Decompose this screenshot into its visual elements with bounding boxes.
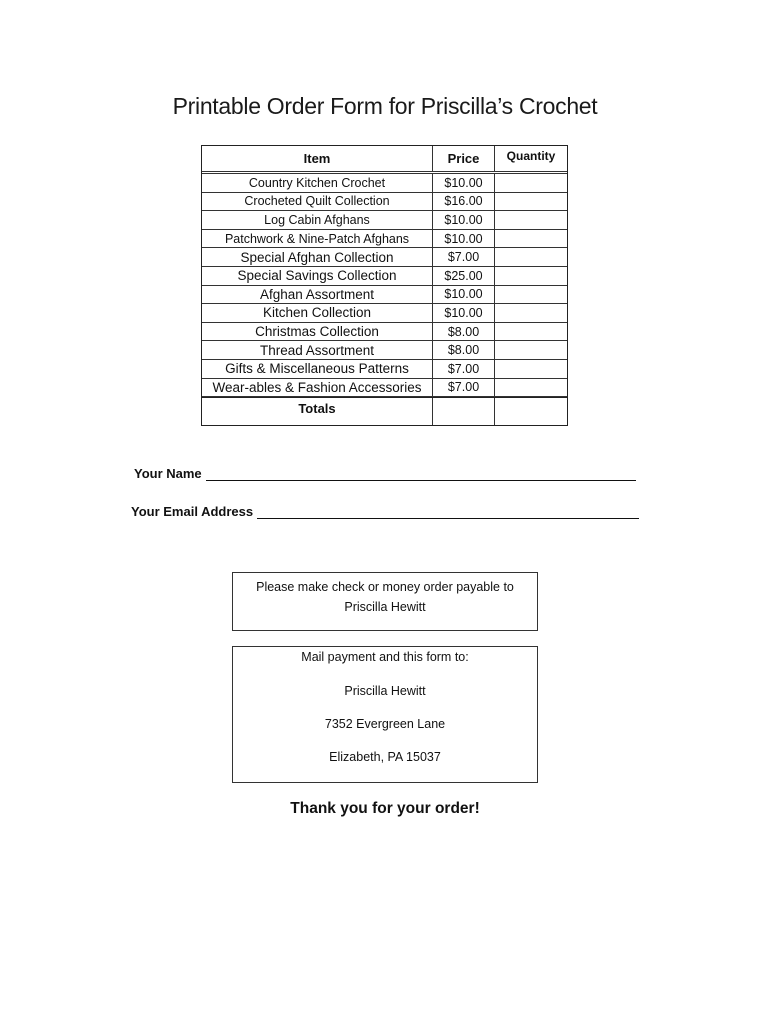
totals-price-cell[interactable]	[433, 398, 495, 425]
item-price: $8.00	[433, 341, 495, 359]
mail-city: Elizabeth, PA 15037	[329, 750, 441, 764]
item-name: Country Kitchen Crochet	[202, 174, 433, 192]
thank-you-message: Thank you for your order!	[290, 800, 480, 817]
totals-row	[202, 397, 567, 425]
table-row	[202, 211, 567, 230]
table-row	[202, 248, 567, 267]
table-header-row	[202, 146, 567, 174]
mail-recipient: Priscilla Hewitt	[344, 684, 426, 698]
table-row	[202, 304, 567, 323]
item-price: $16.00	[433, 193, 495, 211]
item-price: $10.00	[433, 304, 495, 322]
item-name: Kitchen Collection	[202, 304, 433, 322]
item-price: $10.00	[433, 286, 495, 304]
item-name: Patchwork & Nine-Patch Afghans	[202, 230, 433, 248]
item-price: $10.00	[433, 230, 495, 248]
item-name: Log Cabin Afghans	[202, 211, 433, 229]
payable-line-1: Please make check or money order payable to	[256, 580, 514, 594]
quantity-cell[interactable]	[495, 341, 567, 359]
mail-heading: Mail payment and this form to:	[301, 650, 469, 664]
item-name: Gifts & Miscellaneous Patterns	[202, 360, 433, 378]
quantity-cell[interactable]	[495, 286, 567, 304]
table-row	[202, 323, 567, 342]
name-input-line[interactable]	[206, 468, 636, 481]
item-name: Afghan Assortment	[202, 286, 433, 304]
item-price: $7.00	[433, 360, 495, 378]
item-price: $10.00	[433, 174, 495, 192]
name-label: Your Name	[134, 466, 202, 481]
table-row	[202, 230, 567, 249]
quantity-cell[interactable]	[495, 211, 567, 229]
item-name: Special Savings Collection	[202, 267, 433, 285]
quantity-cell[interactable]	[495, 230, 567, 248]
totals-label: Totals	[202, 398, 433, 425]
quantity-cell[interactable]	[495, 379, 567, 397]
quantity-cell[interactable]	[495, 248, 567, 266]
totals-quantity-cell[interactable]	[495, 398, 567, 425]
table-row	[202, 360, 567, 379]
quantity-cell[interactable]	[495, 304, 567, 322]
table-row	[202, 286, 567, 305]
item-price: $7.00	[433, 379, 495, 397]
item-price: $7.00	[433, 248, 495, 266]
page-title: Printable Order Form for Priscilla’s Crochet	[172, 93, 598, 119]
header-price: Price	[433, 146, 495, 171]
mail-box	[232, 646, 538, 783]
email-label: Your Email Address	[131, 504, 254, 519]
table-row	[202, 267, 567, 286]
item-name: Special Afghan Collection	[202, 248, 433, 266]
item-price: $8.00	[433, 323, 495, 341]
table-row	[202, 174, 567, 193]
table-row	[202, 193, 567, 212]
item-name: Christmas Collection	[202, 323, 433, 341]
item-price: $25.00	[433, 267, 495, 285]
quantity-cell[interactable]	[495, 323, 567, 341]
header-item: Item	[202, 146, 433, 171]
email-field	[131, 504, 639, 519]
quantity-cell[interactable]	[495, 174, 567, 192]
name-field	[134, 466, 636, 481]
quantity-cell[interactable]	[495, 360, 567, 378]
quantity-cell[interactable]	[495, 193, 567, 211]
item-name: Crocheted Quilt Collection	[202, 193, 433, 211]
payable-line-2: Priscilla Hewitt	[344, 600, 426, 614]
item-name: Wear-ables & Fashion Accessories	[202, 379, 433, 397]
payable-box	[232, 572, 538, 631]
item-name: Thread Assortment	[202, 341, 433, 359]
item-price: $10.00	[433, 211, 495, 229]
order-table	[201, 145, 568, 426]
table-row	[202, 341, 567, 360]
quantity-cell[interactable]	[495, 267, 567, 285]
mail-street: 7352 Evergreen Lane	[324, 717, 446, 731]
table-row	[202, 379, 567, 398]
header-quantity: Quantity	[506, 149, 556, 163]
email-input-line[interactable]	[257, 506, 639, 519]
